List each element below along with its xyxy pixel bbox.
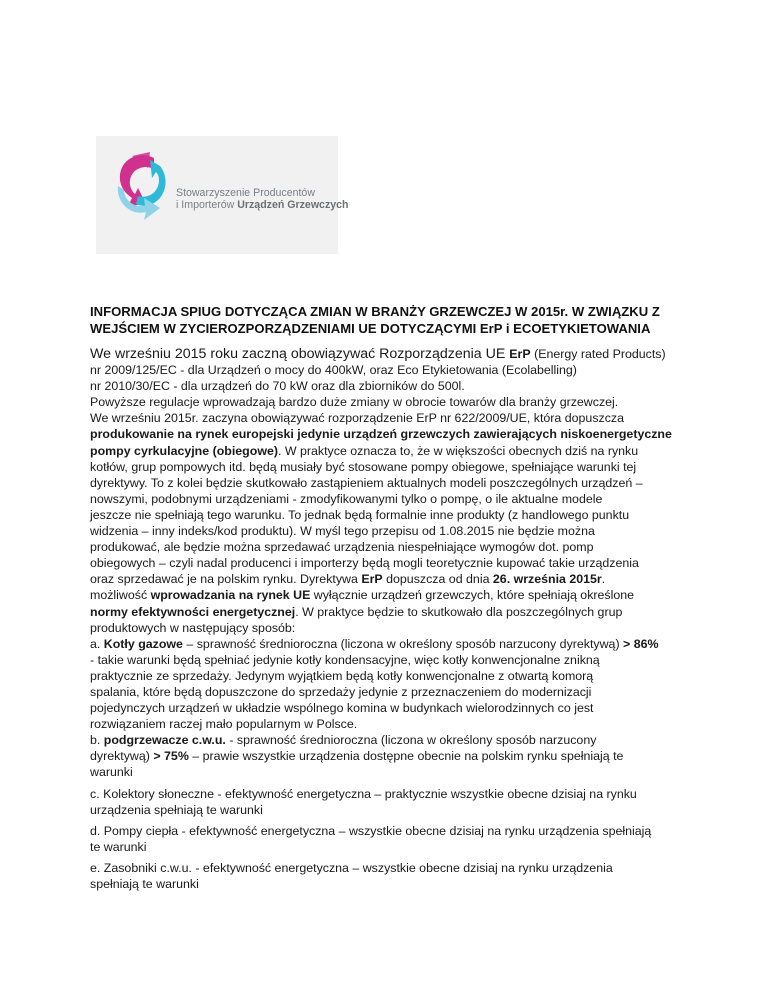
bold-text: Kotły gazowe <box>103 636 183 651</box>
bold-text: normy efektywności energetycznej <box>90 604 296 619</box>
line-text: dopuszcza od dnia <box>382 572 493 587</box>
erp-bold: ErP <box>509 347 531 361</box>
paragraph-line: nr 2009/125/EC - dla Urządzeń o mocy do 400kW, oraz Eco Etykietowania (Ecolabelling) <box>90 363 577 378</box>
paragraph-line: urządzenia spełniają te warunki <box>90 802 263 817</box>
list-marker: a. <box>90 636 104 651</box>
paragraph-line: pojedynczych urządzeń w układzie wspólnego komina w budynkach wielorodzinnych co jest <box>90 701 594 716</box>
list-item-c: c. Kolektory słoneczne - efektywność energetyczna – praktycznie wszystkie obecne dzisiaj na rynku <box>90 786 637 801</box>
list-marker: b. <box>90 733 104 748</box>
paragraph-line <box>90 604 710 620</box>
intro-line <box>90 346 710 362</box>
list-item-e: e. Zasobniki c.w.u. - efektywność energetyczna – wszystkie obecne dzisiaj na rynku urządzenia <box>90 860 613 875</box>
heading-line-2: WEJŚCIEM W ZYCIEROZPORZĄDZENIAMI UE DOTYCZĄCYMI ErP i ECOETYKIETOWANIA <box>90 321 651 336</box>
document-heading <box>90 303 690 337</box>
paragraph-line: kotłów, grup pompowych itd. będą musiały być stosowane pompy obiegowe, spełniające warunki tej <box>90 459 637 474</box>
list-item-d: d. Pompy ciepła - efektywność energetyczna – wszystkie obecne dzisiaj na rynku urządzenia spełniają <box>90 823 652 838</box>
bold-text: podgrzewacze c.w.u. <box>103 733 226 748</box>
paragraph-line <box>90 571 710 587</box>
paragraph-line: nowszymi, podobnymi urządzeniami - zmodyfikowanymi tylko o pompę, o ile aktualne modele <box>90 491 603 506</box>
paragraph-line: te warunki <box>90 839 147 854</box>
line-text: możliwość <box>90 588 151 603</box>
bold-date: 26. września 2015r <box>492 572 602 587</box>
paragraph-line: dyrektywy. To z kolei będzie skutkowało zastąpieniem aktualnych modeli poszczególnych urządzeń – <box>90 475 643 490</box>
paragraph-line: warunki <box>90 765 133 780</box>
paragraph-line: widzenia – inny indeks/kod produktu). W myśl tego przepisu od 1.08.2015 nie będzie można <box>90 524 595 539</box>
logo-line-2-bold: Urządzeń Grzewczych <box>237 199 349 211</box>
logo-text <box>176 187 349 211</box>
paragraph-line-bold <box>90 426 710 442</box>
line-text: – sprawność średnioroczna (liczona w określony sposób narzucony dyrektywą) <box>182 636 624 651</box>
paragraph-line <box>90 443 710 459</box>
document-body <box>90 346 710 892</box>
line-text: - sprawność średnioroczna (liczona w określony sposób narzucony <box>225 733 597 748</box>
paragraph-line: - takie warunki będą spełniać jedynie kotły kondensacyjne, więc kotły konwencjonalne znikną <box>90 652 600 667</box>
line-text: . W praktyce oznacza to, że w większości obecnych dziś na rynku <box>277 443 639 458</box>
logo-line-2 <box>176 199 349 211</box>
paragraph-line: spełniają te warunki <box>90 877 199 891</box>
bold-text: > 75% <box>153 749 189 764</box>
bold-text: wprowadzania na rynek UE <box>150 588 311 603</box>
paragraph-line: produktowych w następujący sposób: <box>90 620 296 635</box>
list-item-b <box>90 732 710 748</box>
logo-line-2-regular: i Importerów <box>176 199 238 211</box>
heading-line-1: INFORMACJA SPIUG DOTYCZĄCA ZMIAN W BRANŻY GRZEWCZEJ W 2015r. W ZWIĄZKU Z <box>90 304 660 319</box>
paragraph-line: jeszcze nie spełniają tego warunku. To jednak będą formalnie inne produkty (z handlowego punktu <box>90 507 630 522</box>
line-text: . <box>601 572 606 587</box>
erp-description: (Energy rated Products) <box>530 347 666 361</box>
paragraph-line: We wrześniu 2015r. zaczyna obowiązywać rozporządzenie ErP nr 622/2009/UE, która dopuszcza <box>90 411 625 426</box>
list-item-a <box>90 636 710 652</box>
line-text: . W praktyce będzie to skutkowało dla poszczególnych grup <box>295 604 623 619</box>
paragraph-line <box>90 587 710 603</box>
logo-line-1: Stowarzyszenie Producentów <box>176 187 315 199</box>
bold-text: produkowanie na rynek europejski jedynie urządzeń grzewczych zawierających niskoenergetyczne <box>90 427 672 442</box>
bold-text: pompy cyrkulacyjne (obiegowe) <box>90 443 278 458</box>
bold-text: > 86% <box>623 636 659 651</box>
line-text: dyrektywą) <box>90 749 154 764</box>
intro-text: We wrześniu 2015 roku zaczną obowiązywać Rozporządzenia UE <box>90 346 510 362</box>
logo <box>96 136 349 254</box>
paragraph-line: obiegowych – czyli nadal producenci i importerzy będą mogli teoretycznie kupować takie urządzenia <box>90 556 639 571</box>
line-text: – prawie wszystkie urządzenia dostępne obecnie na polskim rynku spełniają te <box>188 749 624 764</box>
bold-text: ErP <box>361 572 383 587</box>
recycle-arrows-icon <box>108 146 174 226</box>
paragraph-line: praktycznie ze sprzedaży. Jedynym wyjątkiem będą kotły konwencjonalne z otwartą komorą <box>90 668 594 683</box>
paragraph-line: Powyższe regulacje wprowadzają bardzo duże zmiany w obrocie towarów dla branży grzewczej. <box>90 395 619 410</box>
paragraph-line: rozwiązaniem raczej mało popularnym w Polsce. <box>90 717 358 732</box>
line-text: wyłącznie urządzeń grzewczych, które spełniają określone <box>310 588 635 603</box>
paragraph-line <box>90 748 710 764</box>
paragraph-line: nr 2010/30/EC - dla urządzeń do 70 kW oraz dla zbiorników do 500l. <box>90 379 465 394</box>
paragraph-line: produkować, ale będzie można sprzedawać urządzenia niespełniające wymogów dot. pomp <box>90 540 594 555</box>
paragraph-line: spalania, które będą dopuszczone do sprzedaży jedynie z przeznaczeniem do modernizacji <box>90 684 592 699</box>
line-text: oraz sprzedawać je na polskim rynku. Dyrektywa <box>90 572 362 587</box>
